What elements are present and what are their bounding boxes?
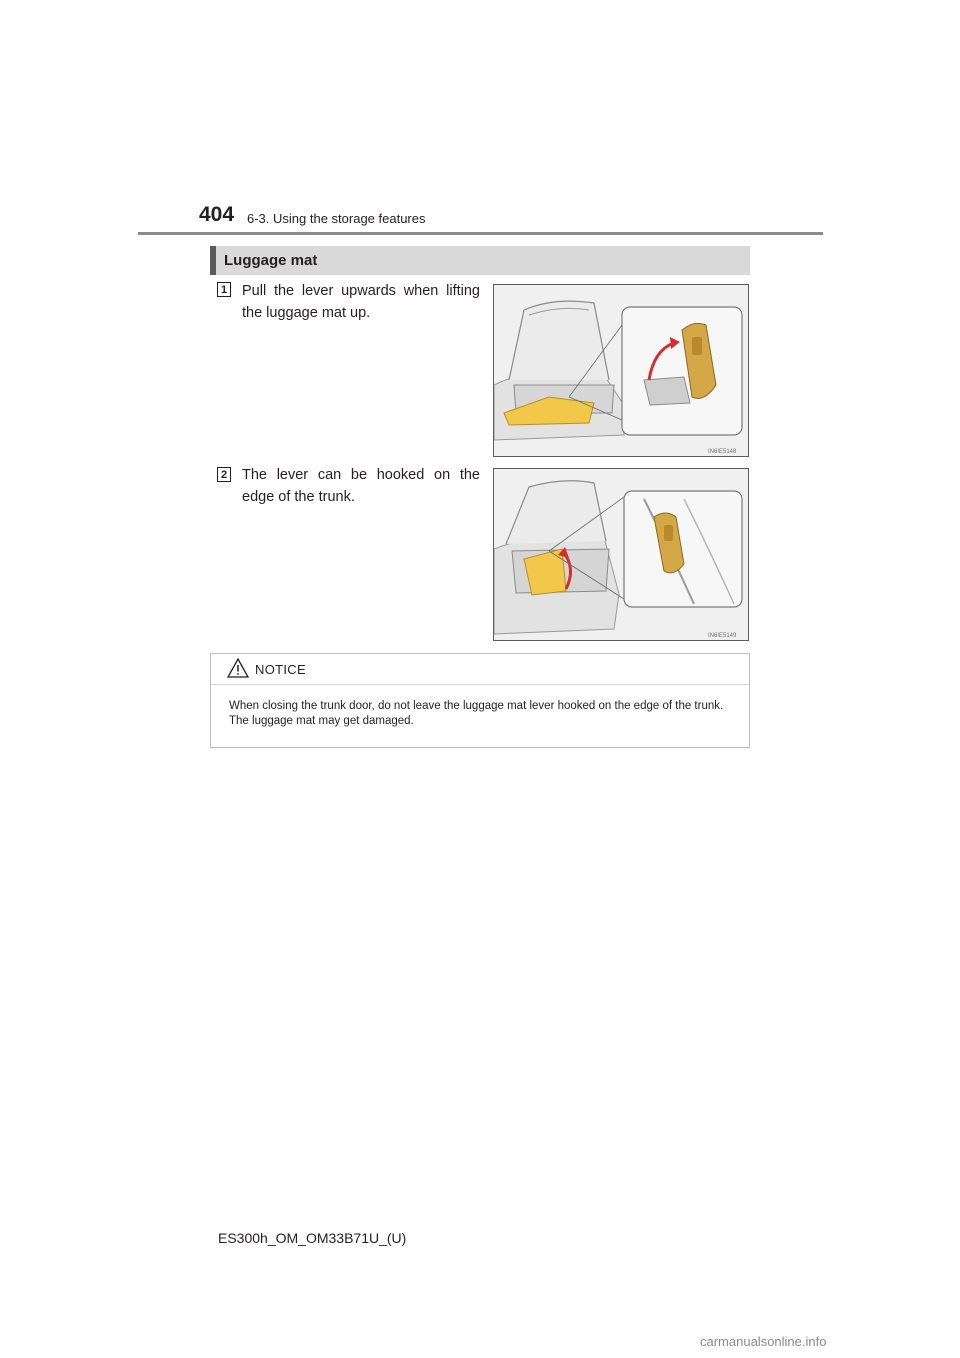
section-heading: Luggage mat (224, 252, 318, 269)
notice-header (211, 654, 749, 685)
notice-body: When closing the trunk door, do not leave the luggage mat lever hooked on the edge of the trunk. The luggage mat may get damaged. (229, 700, 724, 727)
section-heading-bar (210, 246, 750, 275)
figure-code-2: IN6IE5149 (708, 633, 737, 639)
step-text-2: The lever can be hooked on the edge of the trunk. (242, 467, 480, 505)
footer-model-code: ES300h_OM_OM33B71U_(U) (218, 1230, 407, 1246)
page-number: 404 (199, 203, 235, 226)
heading-accent (210, 246, 216, 275)
header-divider (138, 232, 823, 235)
warning-triangle-icon (227, 658, 249, 678)
illustration-trunk-lever-lift (494, 285, 749, 457)
watermark: carmanualsonline.info (700, 1334, 827, 1349)
notice-title: NOTICE (255, 662, 306, 677)
figure-hook-lever (493, 468, 749, 641)
figure-code-1: IN6IE5148 (708, 449, 737, 455)
figure-lift-lever (493, 284, 749, 457)
step-number-1: 1 (217, 282, 231, 297)
notice-box (210, 653, 750, 748)
section-title: 6-3. Using the storage features (247, 211, 426, 226)
illustration-trunk-lever-hooked (494, 469, 749, 641)
step-text-1: Pull the lever upwards when lifting the luggage mat up. (242, 283, 480, 321)
step-number-2: 2 (217, 467, 231, 482)
